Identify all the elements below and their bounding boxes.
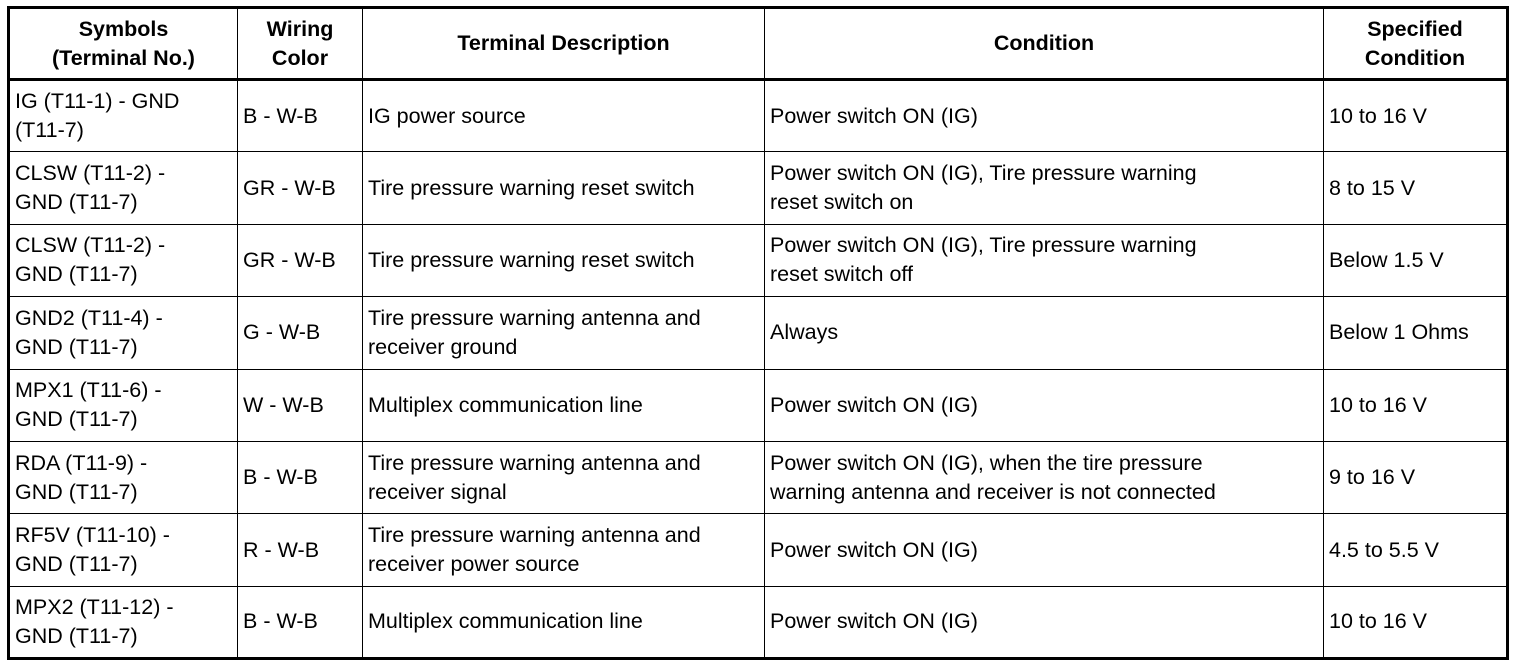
cell-description: Tire pressure warning antenna and receiver signal — [363, 441, 765, 513]
header-specified-condition: Specified Condition — [1324, 8, 1508, 80]
table-row — [9, 586, 1508, 658]
table-row — [9, 514, 1508, 586]
cell-symbol: RF5V (T11-10) - GND (T11-7) — [9, 514, 238, 586]
cell-condition: Power switch ON (IG), when the tire pressure warning antenna and receiver is not connected — [765, 441, 1324, 513]
cell-wiring-color: B - W-B — [238, 586, 363, 658]
table-row — [9, 152, 1508, 224]
cell-symbol: MPX2 (T11-12) - GND (T11-7) — [9, 586, 238, 658]
cell-description: Tire pressure warning reset switch — [363, 152, 765, 224]
cell-description: IG power source — [363, 80, 765, 152]
cell-description: Tire pressure warning antenna and receiver ground — [363, 297, 765, 369]
cell-condition: Power switch ON (IG) — [765, 586, 1324, 658]
cell-symbol: CLSW (T11-2) - GND (T11-7) — [9, 152, 238, 224]
cell-specified-condition: 4.5 to 5.5 V — [1324, 514, 1508, 586]
table-body — [9, 80, 1508, 659]
cell-wiring-color: GR - W-B — [238, 152, 363, 224]
cell-description: Multiplex communication line — [363, 586, 765, 658]
cell-wiring-color: B - W-B — [238, 80, 363, 152]
document-page — [7, 6, 1506, 657]
header-condition: Condition — [765, 8, 1324, 80]
cell-specified-condition: Below 1.5 V — [1324, 224, 1508, 296]
cell-symbol: CLSW (T11-2) - GND (T11-7) — [9, 224, 238, 296]
table-row — [9, 224, 1508, 296]
cell-wiring-color: R - W-B — [238, 514, 363, 586]
cell-description: Tire pressure warning antenna and receiver power source — [363, 514, 765, 586]
header-symbols: Symbols (Terminal No.) — [9, 8, 238, 80]
cell-wiring-color: B - W-B — [238, 441, 363, 513]
cell-condition: Power switch ON (IG), Tire pressure warning reset switch off — [765, 224, 1324, 296]
cell-wiring-color: W - W-B — [238, 369, 363, 441]
header-row — [9, 8, 1508, 80]
cell-specified-condition: Below 1 Ohms — [1324, 297, 1508, 369]
cell-specified-condition: 10 to 16 V — [1324, 369, 1508, 441]
header-wiring-color: Wiring Color — [238, 8, 363, 80]
cell-symbol: MPX1 (T11-6) - GND (T11-7) — [9, 369, 238, 441]
cell-description: Multiplex communication line — [363, 369, 765, 441]
table-row — [9, 80, 1508, 152]
table-header — [9, 8, 1508, 80]
cell-symbol: RDA (T11-9) - GND (T11-7) — [9, 441, 238, 513]
cell-specified-condition: 10 to 16 V — [1324, 586, 1508, 658]
cell-description: Tire pressure warning reset switch — [363, 224, 765, 296]
cell-specified-condition: 10 to 16 V — [1324, 80, 1508, 152]
cell-wiring-color: G - W-B — [238, 297, 363, 369]
table-row — [9, 297, 1508, 369]
cell-condition: Power switch ON (IG) — [765, 369, 1324, 441]
table-row — [9, 369, 1508, 441]
cell-wiring-color: GR - W-B — [238, 224, 363, 296]
terminal-spec-table — [7, 6, 1509, 660]
cell-condition: Always — [765, 297, 1324, 369]
cell-condition: Power switch ON (IG) — [765, 514, 1324, 586]
cell-specified-condition: 8 to 15 V — [1324, 152, 1508, 224]
cell-specified-condition: 9 to 16 V — [1324, 441, 1508, 513]
header-terminal-description: Terminal Description — [363, 8, 765, 80]
cell-condition: Power switch ON (IG), Tire pressure warning reset switch on — [765, 152, 1324, 224]
cell-symbol: GND2 (T11-4) - GND (T11-7) — [9, 297, 238, 369]
table-row — [9, 441, 1508, 513]
cell-symbol: IG (T11-1) - GND (T11-7) — [9, 80, 238, 152]
cell-condition: Power switch ON (IG) — [765, 80, 1324, 152]
